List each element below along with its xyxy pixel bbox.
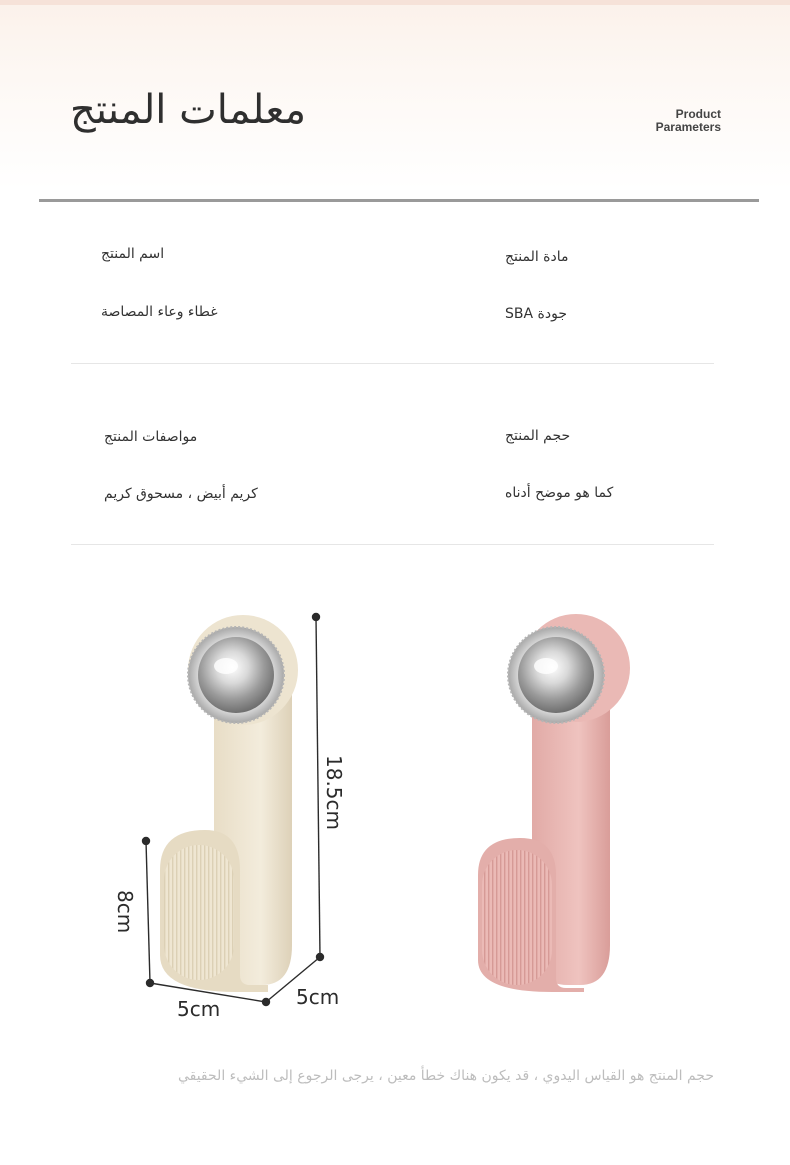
spec-label: مواصفات المنتج xyxy=(104,429,198,445)
subtitle-line-1: Product xyxy=(675,107,721,121)
size-disclaimer: حجم المنتج هو القياس اليدوي ، قد يكون هناك خطأ معين ، يرجى الرجوع إلى الشيء الحقيقي xyxy=(177,1068,714,1084)
depth-dimension: 5cm xyxy=(296,985,340,1009)
height-dimension: 18.5cm xyxy=(322,755,346,831)
size-value: كما هو موضح أدناه xyxy=(505,485,614,501)
material-label: مادة المنتج xyxy=(505,249,569,265)
page-subtitle xyxy=(601,108,721,134)
cream-hook-grip xyxy=(164,845,234,980)
row-divider-1 xyxy=(71,363,714,364)
subtitle-line-2: Parameters xyxy=(655,120,721,134)
name-value: غطاء وعاء المصاصة xyxy=(101,304,218,320)
size-label: حجم المنتج xyxy=(505,428,571,444)
pink-hook xyxy=(478,614,630,992)
pink-hook-grip xyxy=(482,850,552,985)
name-label: اسم المنتج xyxy=(101,246,165,262)
cream-hook xyxy=(160,615,298,992)
spec-value: كريم أبيض ، مسحوق كريم xyxy=(104,486,258,502)
hook-height-dimension: 8cm xyxy=(113,890,137,934)
top-strip xyxy=(0,0,790,5)
material-value: جودة SBA xyxy=(505,306,567,322)
cream-hook-knob xyxy=(198,637,274,713)
product-illustration xyxy=(0,560,790,1050)
pink-hook-knob xyxy=(518,637,594,713)
width-dimension: 5cm xyxy=(177,997,221,1021)
page-title: معلمات المنتج xyxy=(70,87,307,133)
header-divider xyxy=(39,199,759,202)
row-divider-2 xyxy=(71,544,714,545)
